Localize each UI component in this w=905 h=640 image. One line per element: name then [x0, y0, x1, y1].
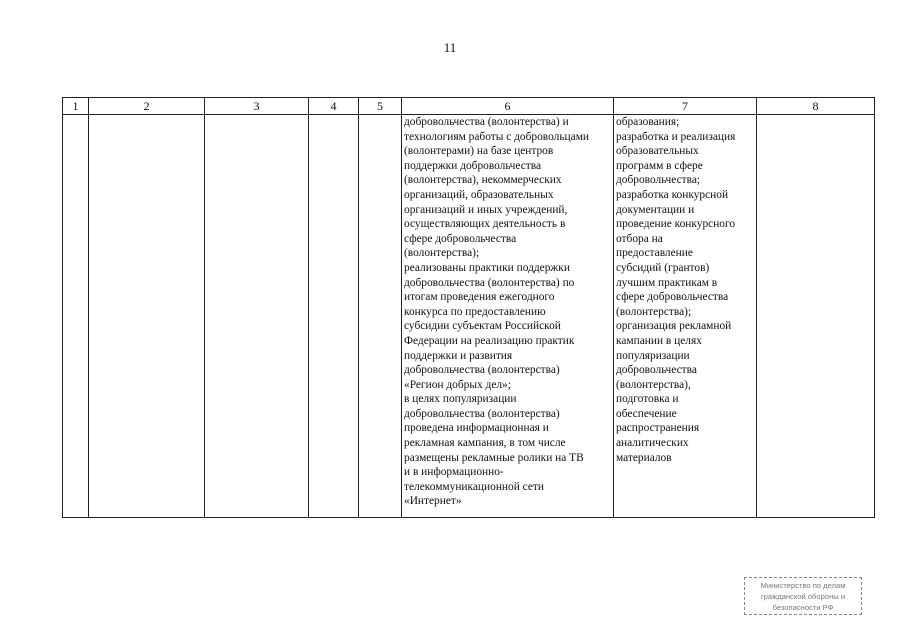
table-header-row — [63, 98, 875, 115]
stamp-line: безопасности РФ — [772, 603, 834, 612]
document-table — [62, 97, 875, 518]
column-header: 1 — [63, 98, 89, 115]
column-header: 6 — [402, 98, 614, 115]
table-cell — [89, 115, 205, 518]
results-cell: добровольчества (волонтерства) и технологиям работы с добровольцами (волонтерами) на базе центров поддержки добровольчества (волонтерства), некоммерческих организаций, образовательных организаций и иных учреждений, осуществляющих деятельность в сфере добровольчества (волонтерства); реализованы практики поддержки добровольчества (волонтерства) по итогам проведения ежегодного конкурса по предоставлению субсидии субъектам Российской Федерации на реализацию практик поддержки и развития добровольчества (волонтерства) «Регион добрых дел»; в целях популяризации добровольчества (волонтерства) проведена информационная и рекламная кампания, в том числе размещены рекламные ролики на ТВ и в информационно- телекоммуникационной сети «Интернет» — [402, 115, 614, 518]
column-header: 5 — [359, 98, 402, 115]
ministry-stamp — [744, 577, 862, 615]
table-cell — [359, 115, 402, 518]
activities-cell: образования; разработка и реализация образовательных программ в сфере добровольчества; разработка конкурсной документации и проведение конкурсного отбора на предоставление субсидий (грантов) лучшим практикам в сфере добровольчества (волонтерства); организация рекламной кампании в целях популяризации добровольчества (волонтерства), подготовка и обеспечение распространения аналитических материалов — [614, 115, 757, 518]
table-cell — [309, 115, 359, 518]
column-header: 8 — [757, 98, 875, 115]
column-header: 3 — [205, 98, 309, 115]
column-header: 4 — [309, 98, 359, 115]
column-header: 2 — [89, 98, 205, 115]
table-cell — [757, 115, 875, 518]
table-cell — [205, 115, 309, 518]
table-row — [63, 115, 875, 518]
table-cell — [63, 115, 89, 518]
column-header: 7 — [614, 98, 757, 115]
stamp-line: Министерство по делам — [760, 581, 846, 590]
stamp-line: гражданской обороны и — [760, 592, 846, 601]
page-number: 11 — [443, 40, 457, 55]
